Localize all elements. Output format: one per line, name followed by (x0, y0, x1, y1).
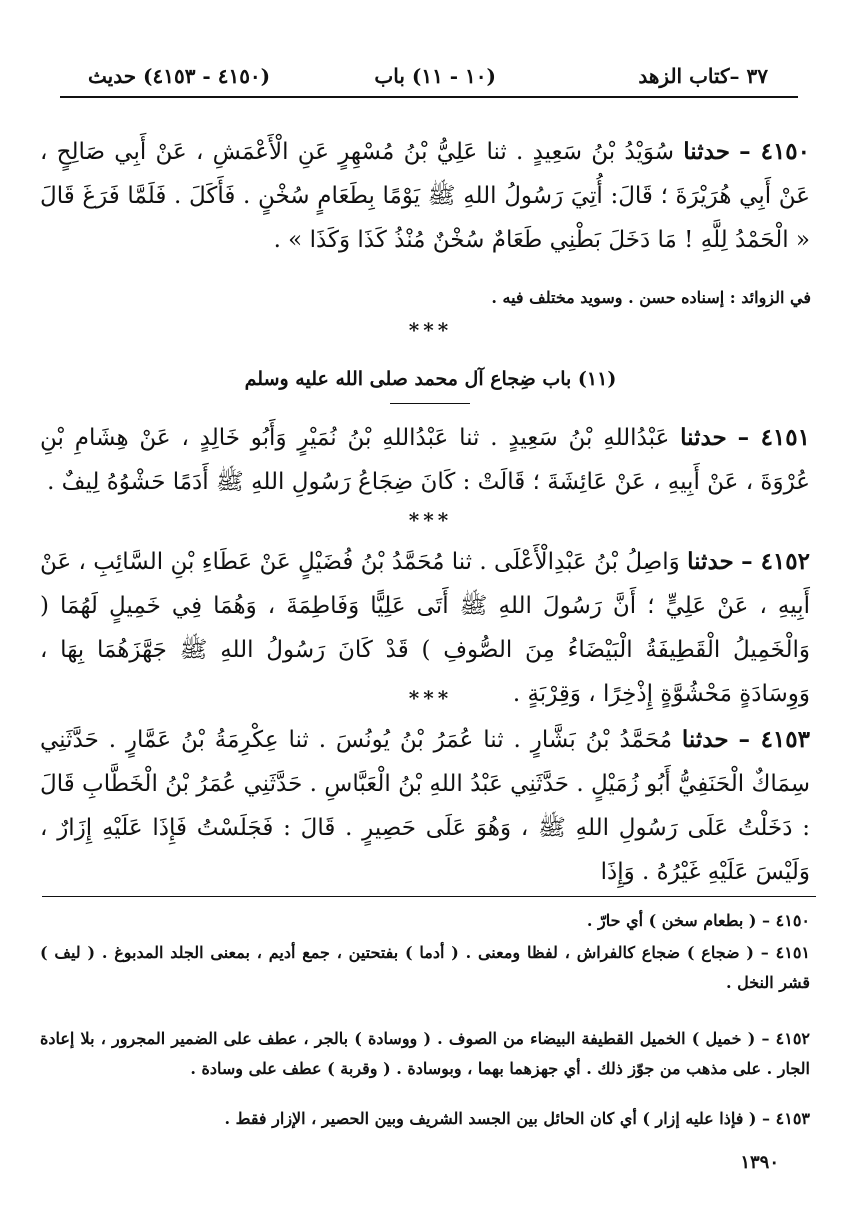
hadith-number: ٤١٥٢ – (741, 548, 810, 575)
header-hadith-range: (٤١٥٠ - ٤١٥٣) حديث (88, 64, 271, 88)
separator-stars: *** (408, 686, 453, 710)
separator-stars: *** (408, 318, 453, 342)
header-chapters: (١٠ - ١١) باب (374, 64, 496, 88)
zawaid-note: في الزوائد : إسناده حسن . وسويد مختلف فيه . (491, 288, 811, 307)
hadith-number: ٤١٥٣ – (738, 726, 810, 753)
chapter-rule (390, 403, 470, 404)
running-header (88, 52, 768, 96)
hadith-said: حدثنا (681, 726, 729, 753)
hadith-4153 (40, 718, 810, 894)
footnote-rule (42, 896, 816, 897)
separator-stars: *** (408, 508, 453, 532)
hadith-text: عَبْدُاللهِ بْنُ سَعِيدٍ . ثنا عَبْدُاللهِ بْنُ نُمَيْرٍ وَأَبُو خَالِدٍ ، عَنْ هِشَامِ بْنِ عُرْوَةَ ، عَنْ أَبِيهِ ، عَنْ عَائِشَةَ ؛ قَالَتْ : كَانَ ضِجَاعُ رَسُولِ اللهِ ﷺ أَدَمًا حَشْوُهُ لِيفٌ . (40, 425, 810, 495)
chapter-title: (١١) باب ضِجاع آل محمد صلى الله عليه وسلم (244, 368, 617, 390)
hadith-said: حدثنا (683, 138, 730, 165)
footnote-4150: ٤١٥٠ – ( بطعام سخن ) أي حارّ . (586, 911, 810, 930)
footnote-4151: ٤١٥١ – ( ضجاع ) ضجاع كالفراش ، لفظا ومعنى . ( أدما ) بفتحتين ، جمع أديم ، بمعنى الجلد المدبوغ . ( ليف ) قشر النخل . (40, 943, 810, 992)
header-rule (60, 96, 798, 98)
footnote-4152: ٤١٥٢ – ( خميل ) الخميل القطيفة البيضاء من الصوف . ( ووسادة ) بالجر ، عطف على الضمير المجرور ، بلا إعادة الجار . على مذهب من جوّز ذلك . أي جهزهما بهما ، وبوسادة . ( وقربة ) عطف على وسادة . (40, 1029, 810, 1078)
hadith-said: حدثنا (687, 548, 734, 575)
hadith-4151 (40, 416, 810, 504)
hadith-number: ٤١٥١ – (737, 424, 810, 451)
hadith-4150 (40, 130, 810, 262)
hadith-text: سُوَيْدُ بْنُ سَعِيدٍ . ثنا عَلِيُّ بْنُ مُسْهِرٍ عَنِ الْأَعْمَشِ ، عَنْ أَبِي صَالِحٍ ، عَنْ أَبِي هُرَيْرَةَ ؛ قَالَ: أُتِيَ رَسُولُ اللهِ ﷺ يَوْمًا بِطَعَامٍ سُخْنٍ . فَأَكَلَ . فَلَمَّا فَرَغَ قَالَ « الْحَمْدُ لِلَّهِ ! مَا دَخَلَ بَطْنِي طَعَامٌ سُخْنٌ مُنْذُ كَذَا وَكَذَا » . (40, 139, 810, 253)
page-number: ١٣٩٠ (740, 1152, 779, 1173)
hadith-number: ٤١٥٠ – (739, 138, 811, 165)
hadith-text: وَاصِلُ بْنُ عَبْدِالْأَعْلَى . ثنا مُحَمَّدُ بْنُ فُضَيْلٍ عَنْ عَطَاءِ بْنِ السَّائِبِ ، عَنْ أَبِيهِ ، عَنْ عَلِيٍّ ؛ أَنَّ رَسُولَ اللهِ ﷺ أَتَى عَلِيًّا وَفَاطِمَةَ ، وَهُمَا فِي خَمِيلٍ لَهُمَا ( وَالْخَمِيلُ الْقَطِيفَةُ الْبَيْضَاءُ مِنَ الصُّوفِ ) قَدْ كَانَ رَسُولُ اللهِ ﷺ جَهَّزَهُمَا بِهَا ، وَوِسَادَةٍ مَحْشُوَّةٍ إِذْخِرًا ، وَقِرْبَةٍ . (40, 549, 810, 707)
hadith-said: حدثنا (680, 424, 727, 451)
hadith-text: مُحَمَّدُ بْنُ بَشَّارٍ . ثنا عُمَرُ بْنُ يُونُسَ . ثنا عِكْرِمَةُ بْنُ عَمَّارٍ . حَدَّثَنِي سِمَاكٌ الْحَنَفِيُّ أَبُو زُمَيْلٍ . حَدَّثَنِي عَبْدُ اللهِ بْنُ الْعَبَّاسِ . حَدَّثَنِي عُمَرُ بْنُ الْخَطَّابِ قَالَ : دَخَلْتُ عَلَى رَسُولِ اللهِ ﷺ ، وَهُوَ عَلَى حَصِيرٍ . قَالَ : فَجَلَسْتُ فَإِذَا عَلَيْهِ إِزَارٌ ، وَلَيْسَ عَلَيْهِ غَيْرُهُ . وَإِذَا (40, 727, 810, 885)
header-page-chapter: ٣٧ –كتاب الزهد (638, 64, 768, 88)
footnote-4153: ٤١٥٣ – ( فإذا عليه إزار ) أي كان الحائل بين الجسد الشريف وبين الحصير ، الإزار فقط . (224, 1109, 810, 1128)
